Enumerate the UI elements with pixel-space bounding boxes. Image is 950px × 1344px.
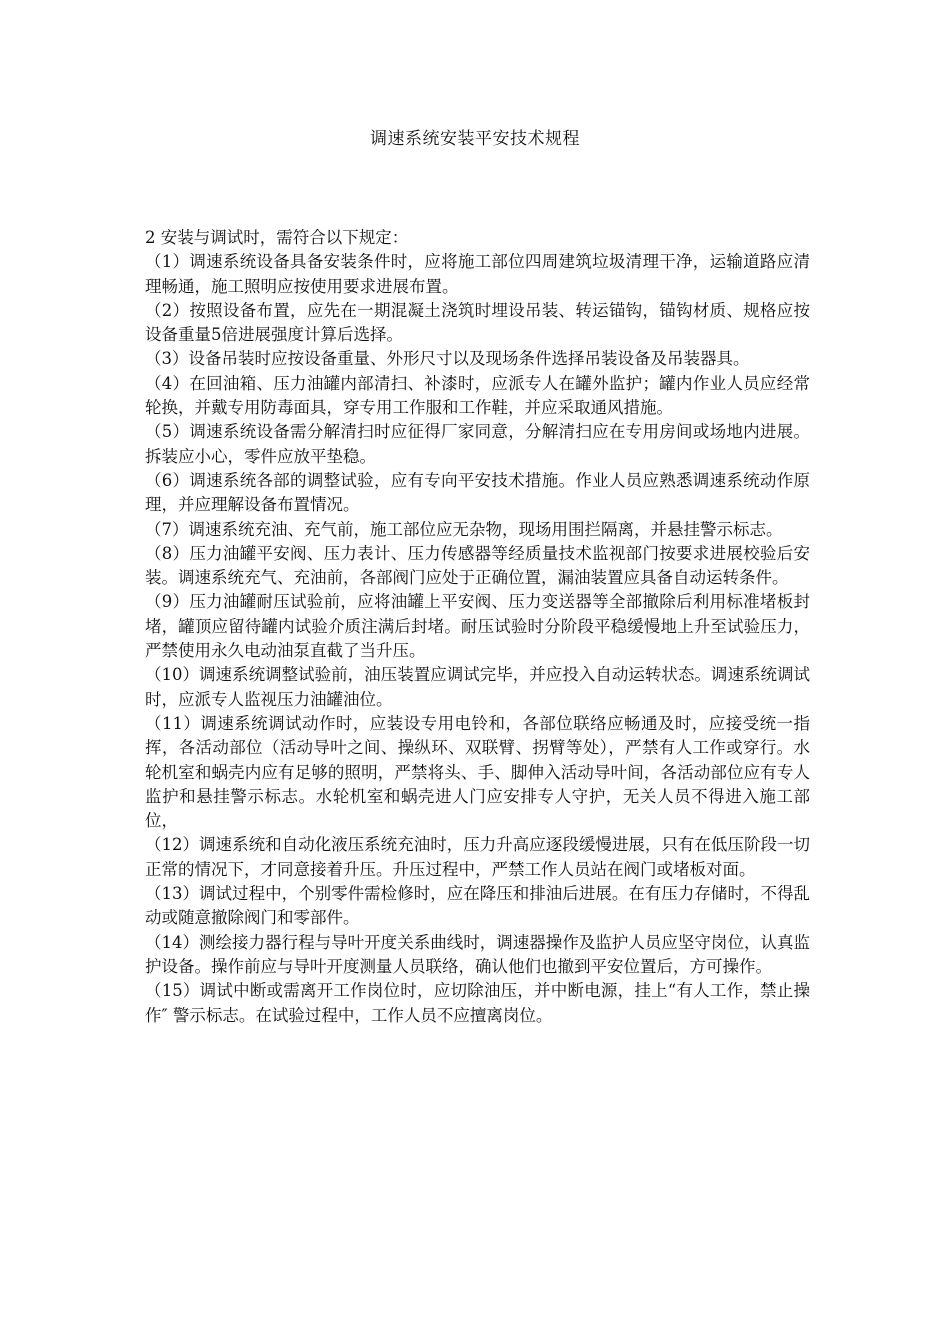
clause-6: （6）调速系统各部的调整试验，应有专向平安技术措施。作业人员应熟悉调速系统动作原理，并应理解设备布置情况。: [145, 470, 810, 515]
document-body: [145, 226, 810, 1028]
document-title: 调速系统安装平安技术规程: [370, 129, 580, 149]
clause-13: （13）调试过程中，个别零件需检修时，应在降压和排油后进展。在有压力存储时，不得乱动或随意撤除阀门和零部件。: [145, 884, 810, 928]
clause-2: （2）按照设备布置，应先在一期混凝土浇筑时埋设吊装、转运锚钩，锚钩材质、规格应按设备重量5倍进展强度计算后选择。: [145, 300, 810, 345]
clause-1: （1）调速系统设备具备安装条件时，应将施工部位四周建筑垃圾清理干净，运输道路应清理畅通，施工照明应按使用要求进展布置。: [145, 252, 810, 296]
clause-5: （5）调速系统设备需分解清扫时应征得厂家同意，分解清扫应在专用房间或场地内进展。拆装应小心，零件应放平垫稳。: [145, 422, 810, 466]
clause-8: （8）压力油罐平安阀、压力表计、压力传感器等经质量技术监视部门按要求进展校验后安装。调速系统充气、充油前，各部阀门应处于正确位置，漏油装置应具备自动运转条件。: [145, 543, 810, 588]
clause-3: （3）设备吊装时应按设备重量、外形尺寸以及现场条件选择吊装设备及吊装器具。: [145, 349, 750, 369]
clause-14: （14）测绘接力器行程与导叶开度关系曲线时，调速器操作及监护人员应坚守岗位，认真监护设备。操作前应与导叶开度测量人员联络，确认他们也撤到平安位置后，方可操作。: [145, 932, 810, 976]
clause-7: （7）调速系统充油、充气前，施工部位应无杂物，现场用围拦隔离，并悬挂警示标志。: [145, 519, 783, 539]
clause-4: （4）在回油箱、压力油罐内部清扫、补漆时，应派专人在罐外监护；罐内作业人员应经常轮换，并戴专用防毒面具，穿专用工作服和工作鞋，并应采取通风措施。: [145, 373, 810, 418]
clause-12: （12）调速系统和自动化液压系统充油时，压力升高应逐段缓慢进展，只有在低压阶段一切正常的情况下，才同意接着升压。升压过程中，严禁工作人员站在阀门或堵板对面。: [145, 835, 810, 879]
clause-15: （15）调试中断或需离开工作岗位时，应切除油压，并中断电源，挂上“有人工作，禁止操作″ 警示标志。在试验过程中，工作人员不应擅离岗位。: [145, 981, 810, 1025]
clause-10: （10）调速系统调整试验前，油压装置应调试完毕，并应投入自动运转状态。调速系统调试时，应派专人监视压力油罐油位。: [145, 665, 810, 709]
clause-9: （9）压力油罐耐压试验前，应将油罐上平安阀、压力变送器等全部撤除后利用标准堵板封堵，罐顶应留待罐内试验介质注满后封堵。耐压试验时分阶段平稳缓慢地上升至试验压力，严禁使用永久电动油泵直截了当升压。: [145, 592, 810, 661]
intro-paragraph: 2 安装与调试时，需符合以下规定：: [145, 228, 409, 247]
clause-11: （11）调速系统调试动作时，应装设专用电铃和，各部位联络应畅通及时，应接受统一指挥，各活动部位（活动导叶之间、操纵环、双联臂、拐臂等处），严禁有人工作或穿行。水轮机室和蜗壳内应有足够的照明，严禁将头、手、脚伸入活动导叶间，各活动部位应有专人监护和悬挂警示标志。水轮机室和蜗壳进人门应安排专人守护，无关人员不得进入施工部位，: [145, 713, 810, 831]
